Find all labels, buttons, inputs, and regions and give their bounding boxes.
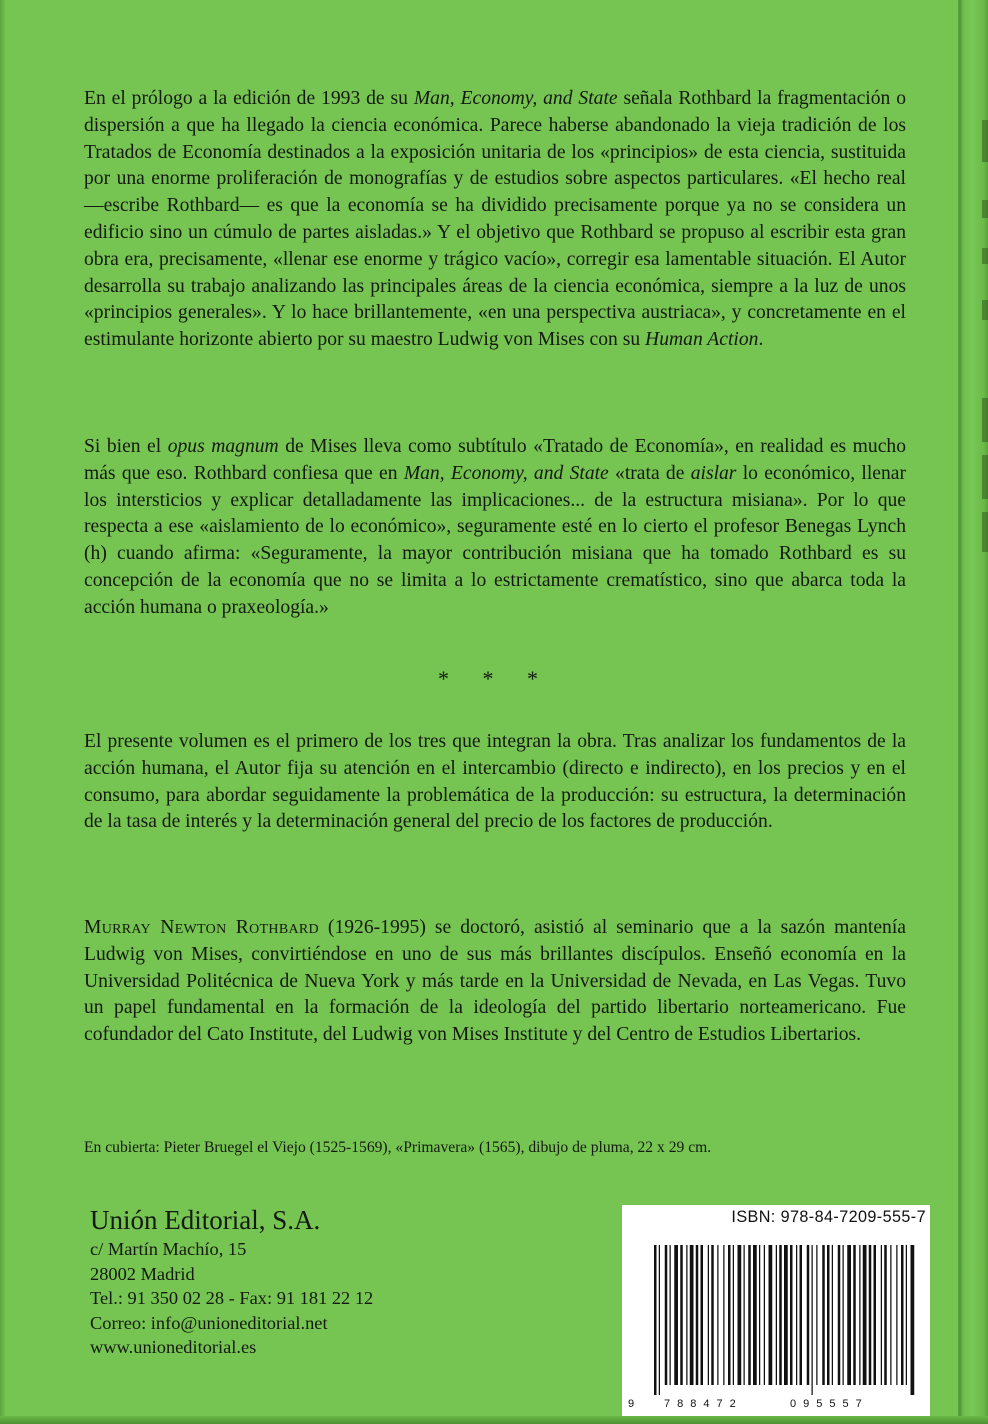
p2-book-title: Man, Economy, and State <box>403 462 609 484</box>
p1-text-c: señala Rothbard la fragmentación o dispersión a que ha llegado la ciencia económica. Parece haberse abandonado la vieja tradición de los Tratados de Economía destinados a la exposición unitaria de los «principios» de esta ciencia, sustituida por una enorme proliferación de monografías y de estudios sobre aspectos particulares. «El hecho real —escribe Rothbard— es que la economía se ha dividido precisamente porque ya no se considera un edificio sino un cúmulo de partes aisladas.» Y el objetivo que Rothbard se propuso al escribir esta gran obra era, precisamente, «llenar ese enorme y trágico vacío», corregir esa lamentable situación. El Autor desarrolla su trabajo analizando las principales áreas de la ciencia económica, siempre a la luz de unos «principios generales». Y lo hace brillantemente, «en una perspectiva austriaca», y concretamente en el estimulante horizonte abierto por su maestro Ludwig von Mises con su <box>84 88 906 351</box>
barcode-bar <box>711 1245 714 1385</box>
barcode-bar <box>659 1245 660 1395</box>
barcode-bar <box>843 1245 844 1385</box>
publisher-address: c/ Martín Machío, 15 <box>90 1239 247 1259</box>
barcode-bar <box>869 1245 872 1385</box>
isbn-barcode-box <box>622 1205 930 1419</box>
barcode-bar <box>853 1245 856 1385</box>
p2-text-c: de Mises lleva como subtítulo «Tratado de Economía», en realidad es mucho más que eso. Rothbard confiesa que en <box>84 436 906 484</box>
barcode-bar <box>686 1245 687 1385</box>
barcode-bar <box>680 1245 683 1385</box>
barcode-bar <box>733 1245 734 1385</box>
publisher-website: www.unioneditorial.es <box>90 1337 257 1357</box>
synopsis-paragraph-2 <box>84 434 906 622</box>
barcode-bar <box>744 1245 745 1385</box>
barcode-bar <box>884 1245 887 1385</box>
barcode-bar <box>906 1245 907 1385</box>
barcode-digits-right: 095557 <box>790 1398 869 1410</box>
p1-human-action: Human Action <box>645 329 759 351</box>
publisher-phone: Tel.: 91 350 02 28 - Fax: 91 181 22 12 <box>90 1288 374 1308</box>
barcode-bar <box>674 1245 678 1385</box>
barcode-bar <box>822 1245 825 1385</box>
barcode-bar <box>665 1245 668 1385</box>
barcode-bar <box>776 1245 777 1385</box>
p2-aislar: aislar <box>690 462 737 484</box>
barcode-bar <box>784 1245 788 1385</box>
barcode-bar <box>654 1245 657 1395</box>
barcode-digit-lead: 9 <box>628 1398 635 1410</box>
barcode-bar <box>748 1245 751 1385</box>
barcode-bar <box>847 1245 851 1385</box>
barcode-bar <box>863 1245 867 1385</box>
p1-text-a: En el prólogo a la edición de 1993 de su <box>84 88 414 109</box>
barcode-bar <box>738 1245 742 1385</box>
barcode-bar <box>728 1245 731 1385</box>
p1-text-e: . <box>758 329 764 351</box>
barcode-bar <box>696 1245 699 1385</box>
barcode-icon <box>644 1245 926 1395</box>
p2-text-a: Si bien el <box>84 436 168 457</box>
barcode-bar <box>790 1245 793 1385</box>
section-separator: * * * <box>438 666 552 691</box>
synopsis-paragraph-1 <box>84 86 906 354</box>
barcode-bar <box>896 1245 897 1385</box>
publisher-city: 28002 Madrid <box>90 1263 195 1284</box>
publisher-block <box>90 1203 373 1360</box>
barcode-bar <box>816 1245 817 1385</box>
publisher-name: Unión Editorial, S.A. <box>90 1205 321 1235</box>
book-spine <box>958 0 988 1424</box>
barcode-bar <box>807 1245 810 1385</box>
barcode-bar <box>827 1245 830 1385</box>
barcode-bar <box>753 1245 757 1385</box>
barcode-bar <box>859 1245 860 1385</box>
barcode-bar <box>812 1245 813 1395</box>
barcode-bar <box>838 1245 841 1385</box>
isbn-number: ISBN: 978-84-7209-555-7 <box>731 1208 926 1226</box>
barcode-bar <box>717 1245 718 1385</box>
cover-edge <box>0 0 6 1424</box>
barcode-bar <box>764 1245 765 1385</box>
barcode-bar <box>701 1245 704 1385</box>
publisher-email: Correo: info@unioneditorial.net <box>90 1312 328 1333</box>
barcode-bar <box>708 1245 709 1385</box>
barcode-bar <box>832 1245 833 1385</box>
barcode-bar <box>874 1245 877 1385</box>
barcode-bar <box>779 1245 782 1385</box>
cover-bottom-edge <box>0 1416 988 1424</box>
barcode-bar <box>670 1245 671 1385</box>
p2-opus-magnum: opus magnum <box>167 436 279 457</box>
barcode-bar <box>769 1245 773 1385</box>
cover-credit: En cubierta: Pieter Bruegel el Viejo (1525-1569), «Primavera» (1565), dibujo de pluma, 22 x 29 cm. <box>84 1139 712 1156</box>
barcode-bar <box>881 1245 882 1385</box>
p2-text-g: lo económico, llenar los intersticios y explicar detalladamente las implicaciones... de la estructura misiana». Por lo que respecta a ese «aislamiento de lo económico», seguramente esté en lo cierto el profesor Benegas Lynch (h) cuando afirma: «Seguramente, la mayor contribución misiana que ha tomado Rothbard es su concepción de la economía que no se limita a lo estrictamente crematístico, sino que abarca toda la acción humana o praxeología.» <box>84 462 906 618</box>
p2-text-e: «trata de <box>608 462 691 484</box>
barcode-bar <box>759 1245 760 1385</box>
barcode-bar <box>723 1245 724 1385</box>
author-bio-text: (1926-1995) se doctoró, asistió al seminario que a la sazón mantenía Ludwig von Mises, convirtiéndose en uno de sus más brillantes discípulos. Enseñó economía en la Universidad Politécnica de Nueva York y más tarde en la Universidad de Nevada, en Las Vegas. Tuvo un papel fundamental en la formación de la ideología del partido libertario norteamericano. Fue cofundador del Cato Institute, del Ludwig von Mises Institute y del Centro de Estudios Libertarios. <box>84 917 906 1046</box>
p1-book-title: Man, Economy, and State <box>413 88 618 109</box>
volume-description: El presente volumen es el primero de los tres que integran la obra. Tras analizar los fundamentos de la acción humana, el Autor fija su atención en el intercambio (directo e indirecto), en los precios y en el consumo, para abordar seguidamente la problemática de la producción: su estructura, la determinación de la tasa de interés y la determinación general del precio de los factores de producción. <box>84 731 906 833</box>
barcode-bar <box>796 1245 797 1385</box>
barcode-bar <box>901 1245 904 1385</box>
barcode-bar <box>800 1245 803 1385</box>
barcode-bar <box>911 1245 915 1395</box>
author-name: Murray Newton Rothbard <box>84 917 319 938</box>
barcode-digits-left: 788472 <box>664 1398 743 1410</box>
barcode-bar <box>690 1245 694 1385</box>
barcode-bar <box>890 1245 891 1385</box>
author-bio <box>84 915 906 1049</box>
